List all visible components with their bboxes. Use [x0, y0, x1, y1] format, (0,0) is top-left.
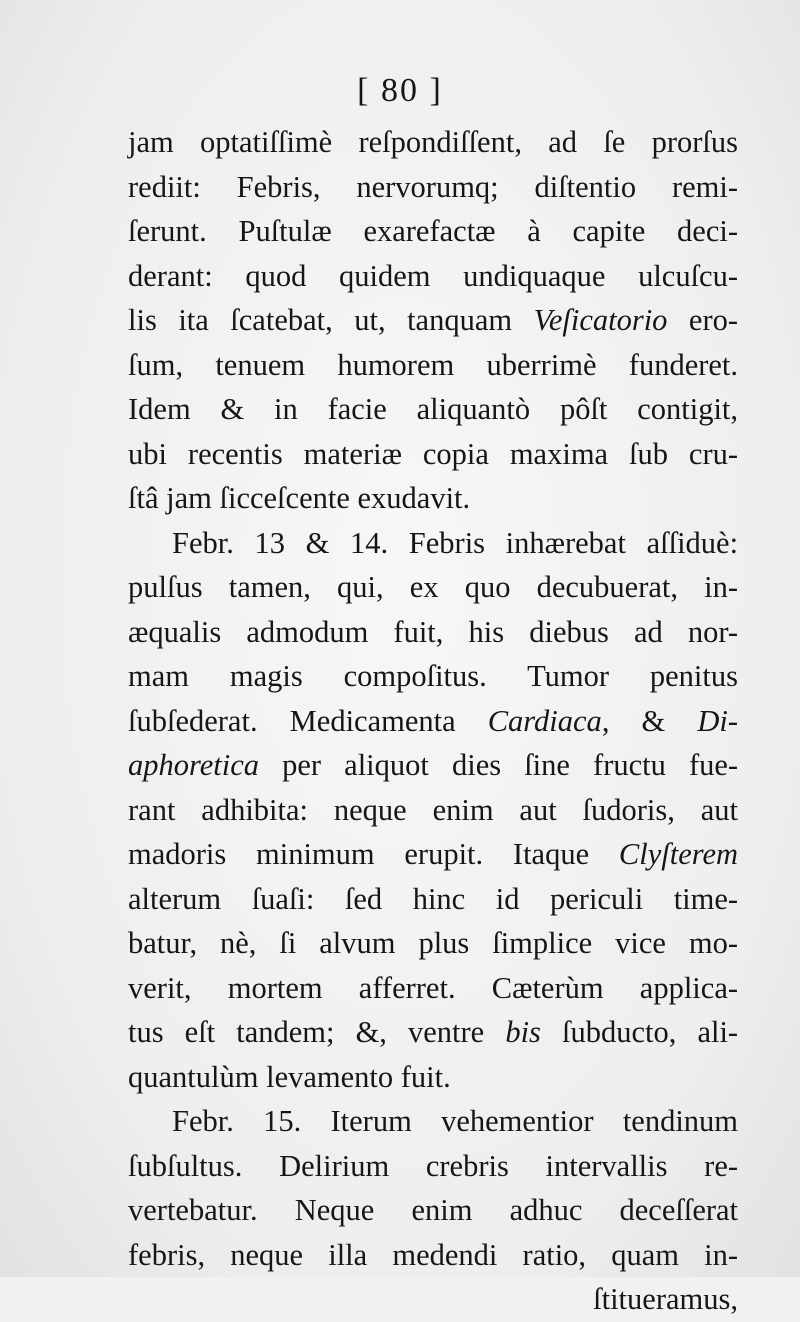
text-line: alterum ſuaſi: ſed hinc id periculi time- [128, 881, 739, 916]
text-line: derant: quod quidem undiquaque ulcuſcu- [128, 258, 738, 293]
text-line: febris, neque illa medendi ratio, quam in- [128, 1237, 739, 1272]
text-line: ſtitueramus, [593, 1282, 738, 1316]
text-line: æqualis admodum fuit, his diebus ad nor- [128, 614, 739, 649]
text-line: Febr. 15. Iterum vehementior tendinum [172, 1104, 739, 1138]
text-line: rediit: Febris, nervorumq; diſtentio remi- [128, 169, 739, 204]
text-line: lis ita ſcatebat, ut, tanquam Veſicatorio ero- [128, 303, 739, 337]
text-line: vertebatur. Neque enim adhuc deceſſerat [128, 1193, 739, 1227]
text-line: ſtâ jam ſicceſcente exudavit. [128, 481, 471, 515]
text-line: batur, nè, ſi alvum plus ſimplice vice mo- [128, 926, 739, 960]
text-line: ſubſederat. Medicamenta Cardiaca, & Di- [128, 703, 738, 738]
text-line: pulſus tamen, qui, ex quo decubuerat, in- [128, 570, 739, 604]
text-line: verit, mortem afferret. Cæterùm applica- [128, 970, 739, 1005]
text-line: aphoretica per aliquot dies ſine fructu fue- [128, 748, 739, 782]
text-line: Idem & in facie aliquantò pôſt contigit, [128, 392, 739, 426]
text-line: Febr. 13 & 14. Febris inhærebat aſſiduè: [172, 525, 739, 560]
text-line: ſerunt. Puſtulæ exarefactæ à capite deci- [128, 214, 739, 248]
text-line: rant adhibita: neque enim aut ſudoris, aut [128, 792, 739, 827]
text-line: tus eſt tandem; &, ventre bis ſubducto, ali- [128, 1015, 739, 1049]
text-line: ſum, tenuem humorem uberrimè funderet. [128, 347, 739, 382]
page-body-text [128, 120, 738, 1322]
text-line: ubi recentis materiæ copia maxima ſub cru- [128, 436, 739, 471]
text-line: ſubſultus. Delirium crebris intervallis re- [128, 1148, 739, 1183]
text-line: jam optatiſſimè reſpondiſſent, ad ſe prorſus [128, 125, 739, 159]
text-line: madoris minimum erupit. Itaque Clyſterem [128, 837, 739, 871]
page-number: [ 80 ] [357, 72, 443, 109]
text-line: mam magis compoſitus. Tumor penitus [128, 659, 738, 693]
text-line: quantulùm levamento fuit. [128, 1059, 451, 1094]
